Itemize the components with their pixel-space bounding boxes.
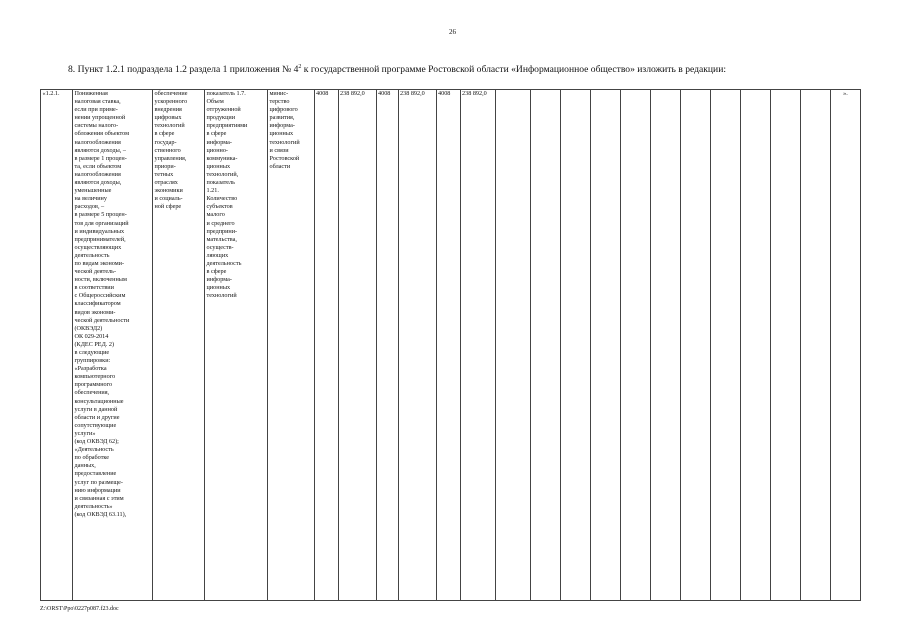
cell-value-2: 238 892,0	[339, 90, 377, 601]
cell-empty	[651, 90, 681, 601]
cell-empty	[771, 90, 801, 601]
cell-value-6: 238 892,0	[461, 90, 496, 601]
heading-suffix: к государственной программе Ростовской области «Информационное общество» изложить в редакции:	[301, 64, 726, 75]
cell-empty	[591, 90, 621, 601]
cell-value-5: 4008	[437, 90, 461, 601]
cell-empty	[561, 90, 591, 601]
page-number: 26	[449, 28, 456, 36]
indicators-table	[40, 89, 861, 601]
heading-superscript: 2	[298, 64, 302, 70]
table-row	[41, 90, 861, 601]
cell-value-4: 238 892,0	[399, 90, 437, 601]
cell-empty	[531, 90, 561, 601]
cell-curator: минис- терство цифрового развития, информа- ционных технологий и связи Ростовской области	[268, 90, 315, 601]
cell-goal: обеспечение ускоренного внедрения цифровых технологий в сфере государ- ственного управления, приори- тетных отраслях экономики и социаль- ной сфере	[153, 90, 205, 601]
file-path-footer: Z:\ORST\Ppo\0227p087.f23.doc	[40, 606, 119, 612]
cell-empty	[681, 90, 711, 601]
cell-empty	[801, 90, 831, 601]
cell-name: Пониженная налоговая ставка, если при приме- нении упрощенной системы налого- обложения объектом налогообложения являются доходы, – в размере 1 процен- та, если объектом налогообложения являются доходы, уменьшенные на величину расходов, – в размере 5 процен- тов для организаций и индивидуальных предпринимателей, осуществляющих деятельность по видам экономи- ческой деятель- ности, включенным в соответствии с Общероссийским классификатором видов экономи- ческой деятельности (ОКВЭД2) ОК 029-2014 (КДЕС РЕД. 2) в следующие группировки: «Разработка компьютерного программного обеспечения, консультационные услуги в данной области и другие сопутствующие услуги» (код ОКВЭД 62); «Деятельность по обработке данных, предоставление услуг по размеще- нию информации и связанная с этим деятельность» (код ОКВЭД 63.11),	[73, 90, 153, 601]
cell-value-1: 4008	[315, 90, 339, 601]
cell-value-3: 4008	[377, 90, 399, 601]
heading-prefix: 8. Пункт 1.2.1 подраздела 1.2 раздела 1 приложения № 4	[68, 64, 299, 75]
cell-indicator: показатель 1.7. Объем отгруженной продукции предприятиями в сфере информа- ционно- коммуника- ционных технологий, показатель 1.21. Количество субъектов малого и среднего предприни- мательства, осуществ- ляющих деятельность в сфере информа- ционных технологий	[205, 90, 268, 601]
cell-closing: ».	[831, 90, 861, 601]
cell-empty	[621, 90, 651, 601]
cell-empty	[496, 90, 531, 601]
amendment-heading	[68, 64, 868, 75]
cell-number: «1.2.1.	[41, 90, 73, 601]
cell-empty	[741, 90, 771, 601]
cell-empty	[711, 90, 741, 601]
